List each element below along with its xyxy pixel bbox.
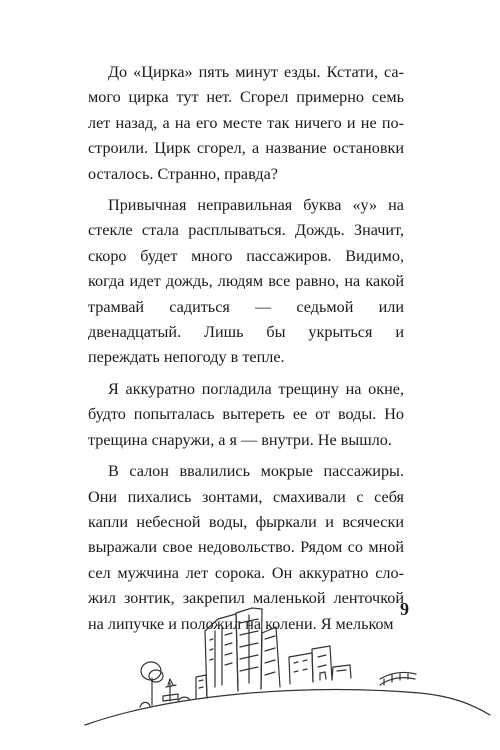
paragraph-2: Привычная неправильная буква «у» на стекле стала расплываться. Дождь. Значит, скоро будет много пассажиров. Видимо, когда идет дождь, людям все равно, на какой трамвай садиться — седьмой или двенадцатый. Лишь бы укрыться и переждать непогоду в тепле. xyxy=(88,196,404,367)
city-skyline-illustration xyxy=(0,575,500,750)
paragraph-1: До «Цирка» пять минут езды. Кстати, самого цирка тут нет. Сгорел примерно семь лет назад, а на его месте так ничего и не построили. Цирк сгорел, а название остановки осталось. Странно, правда? xyxy=(88,63,404,183)
paragraph-3: Я аккуратно погладила трещину на окне, будто попыталась вытереть ее от воды. Но трещина снаружи, а я — внутри. Не вышло. xyxy=(88,379,404,449)
body-text xyxy=(88,60,404,643)
page-number: 9 xyxy=(400,599,409,619)
paragraph-4: В салон ввалились мокрые пассажиры. Они пихались зонтами, смахивали с себя капли небесной воды, фыркали и всячески выражали свое недовольство. Рядом со мной сел мужчина лет сорока. Он аккуратно сложил зонтик, закрепил маленькой ленточкой на липучке и положил на колени. Я мельком xyxy=(88,462,404,633)
